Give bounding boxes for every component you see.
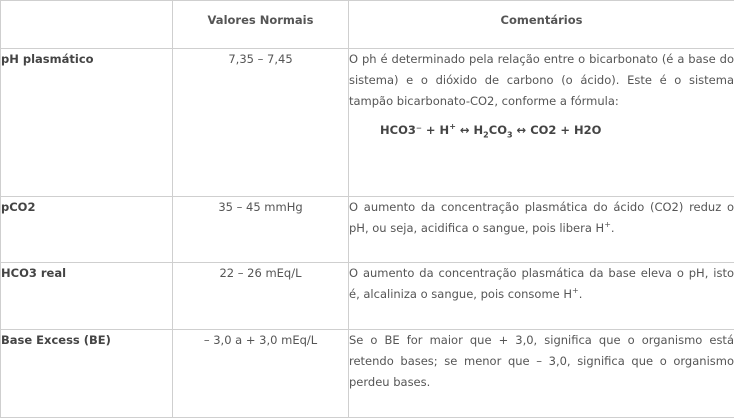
table-row [1, 197, 734, 263]
table-row [1, 263, 734, 330]
comment-text: O aumento da concentração plasmática do ácido (CO2) reduz o pH, ou seja, acidifica o sangue, pois libera H [349, 200, 734, 235]
comment-cell [349, 49, 734, 197]
formula-part: ↔ CO2 + H2O [513, 123, 602, 137]
comment-text: O aumento da concentração plasmática da base eleva o pH, isto é, alcaliniza o sangue, pois consome H [349, 266, 734, 301]
header-parameter [1, 1, 173, 49]
buffer-formula [349, 120, 734, 141]
comment-cell [349, 263, 734, 330]
formula-part: CO [489, 123, 507, 137]
parameter-cell: Base Excess (BE) [1, 330, 173, 418]
table-row [1, 49, 734, 197]
header-comments: Comentários [349, 1, 734, 49]
normal-value-cell: – 3,0 a + 3,0 mEq/L [173, 330, 349, 418]
header-normal-values: Valores Normais [173, 1, 349, 49]
table-header-row [1, 1, 734, 49]
comment-sup: + [604, 220, 611, 229]
normal-value-cell: 7,35 – 7,45 [173, 49, 349, 197]
formula-sup: + [449, 122, 456, 131]
formula-part: ↔ H [456, 123, 483, 137]
comment-end: . [579, 287, 583, 301]
parameter-cell: pCO2 [1, 197, 173, 263]
table-row [1, 330, 734, 418]
parameter-cell: pH plasmático [1, 49, 173, 197]
comment-cell: Se o BE for maior que + 3,0, significa que o organismo está retendo bases; se menor que – 3,0, significa que o organismo perdeu bases. [349, 330, 734, 418]
comment-end: . [611, 221, 615, 235]
normal-value-cell: 35 – 45 mmHg [173, 197, 349, 263]
formula-sub: 3 [507, 130, 513, 139]
normal-value-cell: 22 – 26 mEq/L [173, 263, 349, 330]
formula-sub: 2 [483, 130, 489, 139]
parameter-cell: HCO3 real [1, 263, 173, 330]
comment-text: O ph é determinado pela relação entre o bicarbonato (é a base do sistema) e o dióxido de carbono (o ácido). Este é o sistema tampão bicarbonato-CO2, conforme a fórmula: [349, 49, 734, 112]
formula-part: HCO3⁻ + H [380, 123, 449, 137]
comment-sup: + [572, 286, 579, 295]
comment-cell [349, 197, 734, 263]
